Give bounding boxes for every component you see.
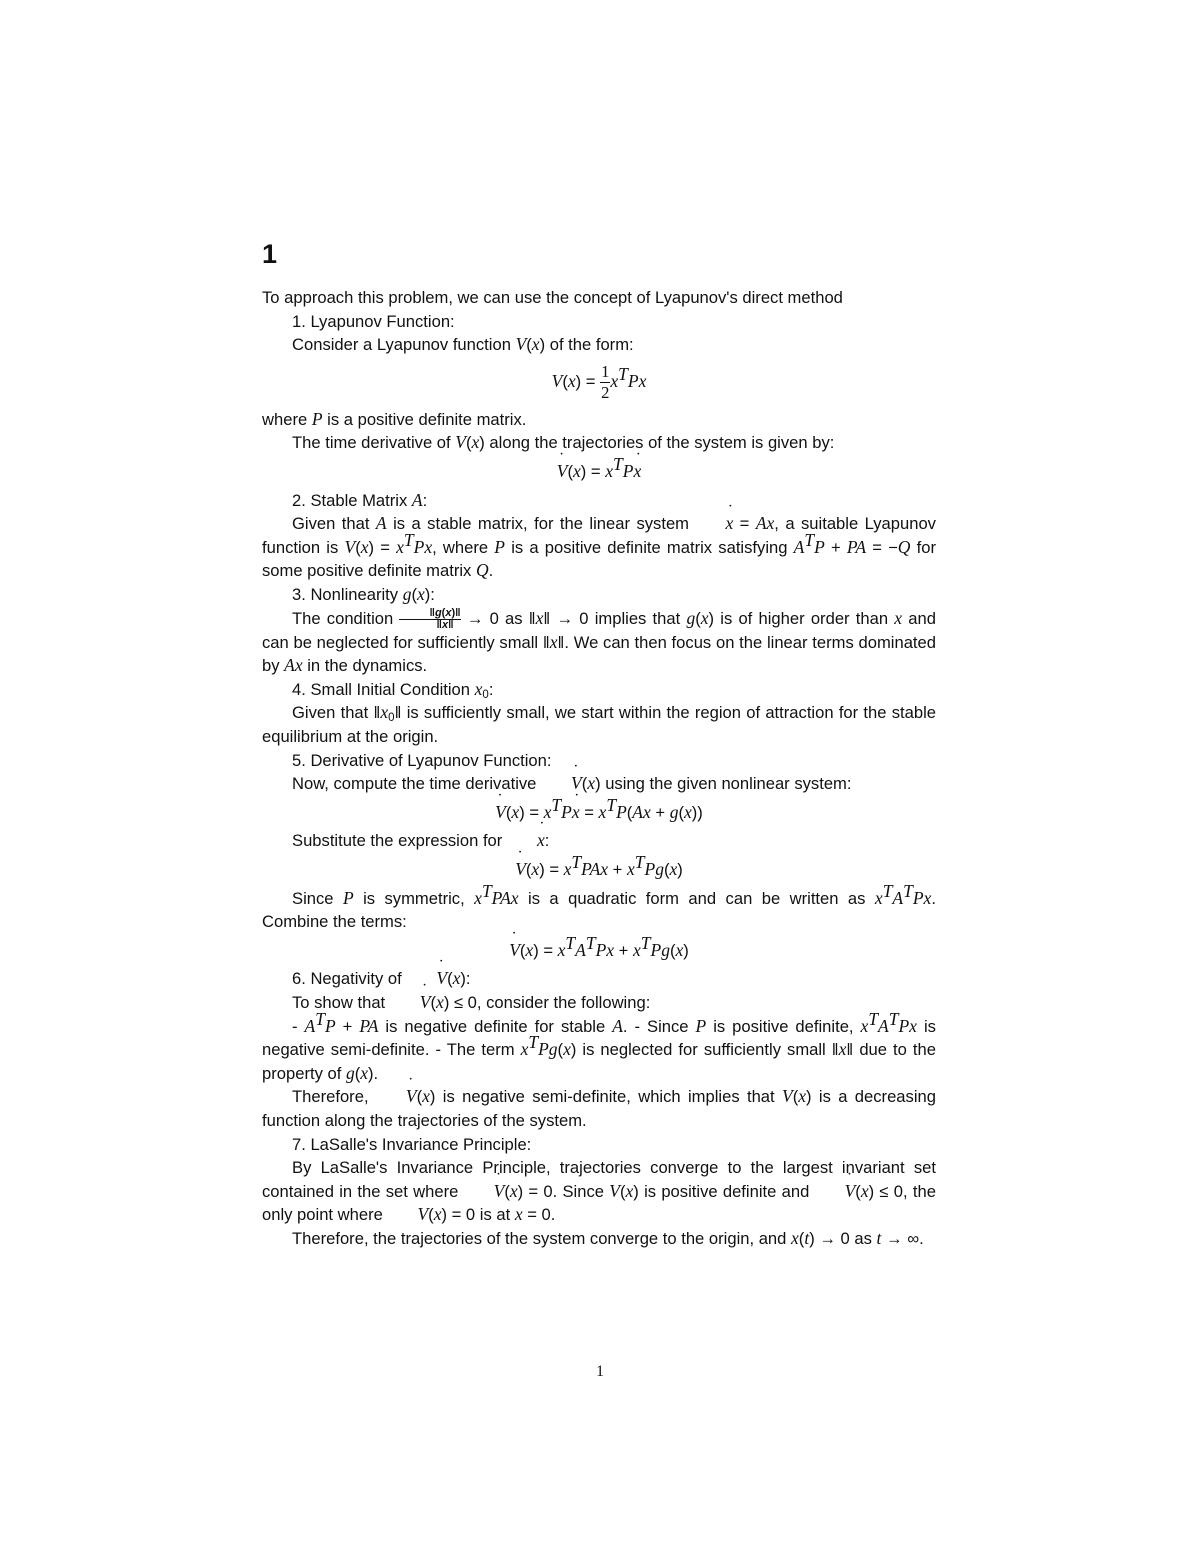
- intro-paragraph: To approach this problem, we can use the concept of Lyapunov's direct method: [262, 288, 843, 307]
- equation-combined: V ˙(x) = $x^TA^TPx + x^TPg(x)$: [262, 939, 936, 963]
- page-number: 1: [596, 1363, 604, 1380]
- consider-paragraph: Consider a Lyapunov function V(x) of the form:: [292, 334, 634, 355]
- stable-matrix-paragraph: Given that A is a stable matrix, for the linear system x ˙ = Ax, a suitable Lyapunov function is $V(x) = x^TPx$, where P is a positive definite matrix satisfying $A^TP$ + PA = −Q for some positive definite matrix Q.: [262, 512, 936, 583]
- equation-substituted: V ˙(x) = $x^TPAx + x^TPg(x)$: [262, 858, 936, 882]
- step-4-heading: 4. Small Initial Condition $x_0$:: [292, 678, 494, 701]
- step-1-heading: 1. Lyapunov Function:: [292, 311, 455, 331]
- equation-vdot-expanded: V ˙(x) = $x^TPx$ ˙ = $x^TP(Ax + g(x))$: [262, 801, 936, 825]
- step-3-heading: 3. Nonlinearity g(x):: [292, 583, 435, 604]
- symmetric-paragraph: Since P is symmetric, $x^TPAx$ is a quadratic form and can be written as $x^TA^TPx$. Combine the terms:: [262, 880, 936, 932]
- therefore-paragraph: Therefore, V ˙(x) is negative semi-definite, which implies that V(x) is a decreasing function along the trajectories of the system.: [262, 1085, 936, 1132]
- conclusion-paragraph: Therefore, the trajectories of the system converge to the origin, and x(t) → 0 as t → ∞.: [292, 1227, 924, 1248]
- step-2-heading: 2. Stable Matrix A:: [292, 489, 428, 510]
- document-body: [262, 236, 936, 1250]
- substitute-paragraph: Substitute the expression for x ˙:: [262, 829, 936, 853]
- equation-vdot: V ˙(x) = $x^TPx$ ˙: [262, 460, 936, 484]
- step-7-heading: 7. LaSalle's Invariance Principle:: [292, 1134, 532, 1154]
- time-derivative-paragraph: The time derivative of V(x) along the trajectories of the system is given by:: [292, 432, 835, 453]
- equation-lyapunov: V(x) = $\frac{1}{2}$ $x^TPx$: [551, 361, 647, 402]
- show-paragraph: To show that V ˙(x) ≤ 0, consider the following:: [262, 991, 936, 1015]
- step-5-heading: 5. Derivative of Lyapunov Function:: [292, 750, 552, 770]
- bullets-paragraph: - $A^TP$ + PA is negative definite for stable A. - Since P is positive definite, $x^TA^TPx$ is negative semi-definite. - The term $x^TPg(x)$ is neglected for sufficiently small ‖x‖ due to the property of g(x).: [262, 1008, 936, 1083]
- compute-paragraph: Now, compute the time derivative V ˙(x) using the given nonlinear system:: [262, 772, 936, 796]
- initial-condition-paragraph: Given that $‖x_0‖$ is sufficiently small, we start within the region of attraction for the stable equilibrium at the origin.: [262, 702, 937, 747]
- lasalle-paragraph: By LaSalle's Invariance Principle, trajectories converge to the largest invariant set contained in the set where V ˙(x) = 0. Since V(x) is positive definite and V ˙(x) ≤ 0, the only point where V ˙(x) = 0 is at x = 0.: [262, 1156, 936, 1227]
- section-heading: 1: [262, 239, 278, 269]
- step-6-heading: 6. Negativity of V ˙(x):: [262, 967, 936, 991]
- nonlinearity-paragraph: The condition $\frac{‖g(x)‖}{‖x‖}$ → 0 as ‖x‖ → 0 implies that g(x) is of higher order than x and can be neglected for sufficiently small ‖x‖. We can then focus on the linear terms dominated by Ax in the dynamics.: [262, 606, 936, 676]
- where-paragraph: where P is a positive definite matrix.: [262, 408, 527, 429]
